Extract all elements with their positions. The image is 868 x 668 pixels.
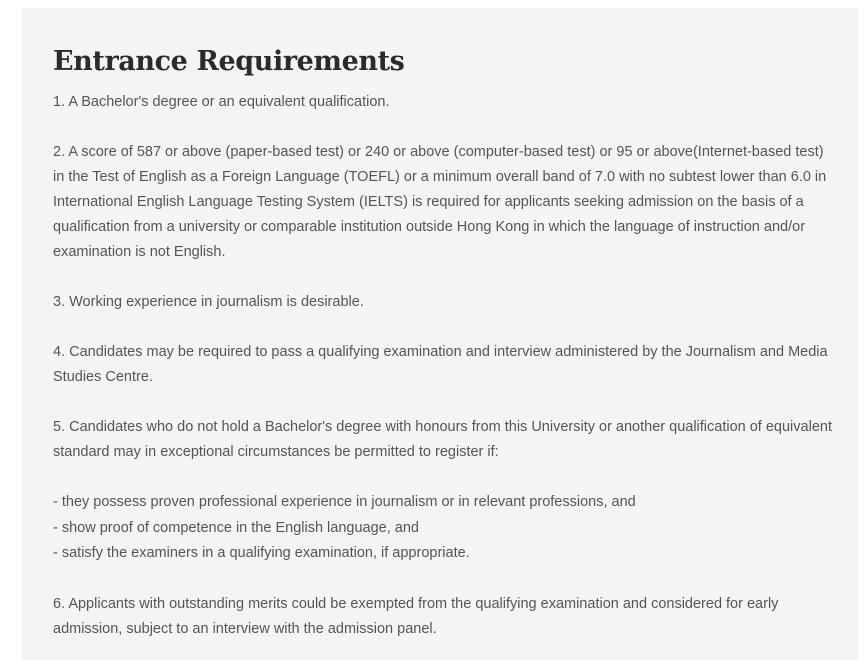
requirement-2: 2. A score of 587 or above (paper-based test) or 240 or above (computer-based test) or 95 or above(Internet-based test) in the Test of English as a Foreign Language (TOEFL) or a minimum overall band of 7.0 with no subtest lower than 6.0 in International English Language Testing System (IELTS) is required for applicants seeking admission on the basis of a qualification from a university or comparable institution outside Hong Kong in which the language of instruction and/or examination is not English. <box>53 144 827 260</box>
requirement-3: 3. Working experience in journalism is desirable. <box>53 294 364 310</box>
requirement-5: 5. Candidates who do not hold a Bachelor's degree with honours from this University or another qualification of equivalent standard may in exceptional circumstances be permitted to register if: <box>53 419 832 460</box>
entrance-requirements-panel <box>22 8 858 660</box>
condition-item-1: - they possess proven professional experience in journalism or in relevant professions, and <box>53 494 636 510</box>
requirement-6: 6. Applicants with outstanding merits could be exempted from the qualifying examination and considered for early admission, subject to an interview with the admission panel. <box>53 595 779 637</box>
requirement-1: 1. A Bachelor's degree or an equivalent qualification. <box>53 94 390 110</box>
page-title: Entrance Requirements <box>53 46 405 77</box>
condition-item-2: - show proof of competence in the English language, and <box>53 519 419 536</box>
condition-list <box>53 490 838 567</box>
requirement-4: 4. Candidates may be required to pass a qualifying examination and interview administered by the Journalism and Media Studies Centre. <box>53 344 828 385</box>
condition-item-3: - satisfy the examiners in a qualifying examination, if appropriate. <box>53 545 470 561</box>
